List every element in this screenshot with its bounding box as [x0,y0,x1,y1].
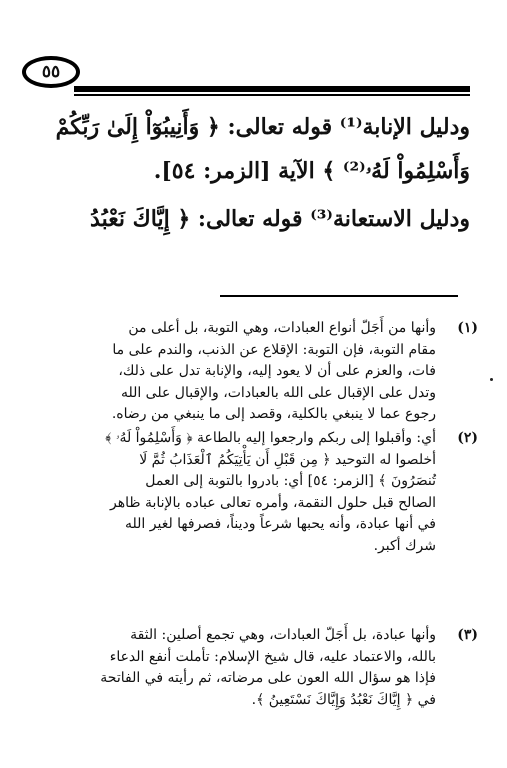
footnote-body [22,428,436,557]
main-line-3: ودليل الاستعانة⁽³⁾ قوله تعالى: ﴿ إِيَّاكَ نَعْبُدُ [90,206,470,232]
footnote-line: مقام التوبة، فإن التوبة: الإقلاع عن الذنب، والندم على ما [112,341,436,358]
header-rule-thin [74,94,470,96]
footnote-line: بالله، والاعتماد عليه، قال شيخ الإسلام: تأملت أنفع الدعاء [109,648,436,665]
footnote-line: شرك أكبر. [373,537,436,554]
footnote-3 [22,625,478,711]
main-line-1: ودليل الإنابة⁽¹⁾ قوله تعالى: ﴿ وَأَنِيبُوٓاْ إِلَىٰ رَبِّكُمْ [55,114,470,140]
page-number: ٥٥ [22,56,80,88]
footnote-line: رجوع عما لا ينبغي بالكلية، وقصد إلى ما ينبغي من رضاه. [111,406,436,422]
footnote-line: أخلصوا له التوحيد ﴿ مِن قَبْلِ أَن يَأْتِيَكُمُ ٱلْعَذَابُ ثُمَّ لَا [139,451,436,468]
main-line-2: وَأَسْلِمُواْ لَهُۥ⁽²⁾ ﴾ الآية [الزمر: ٥٤]. [153,158,470,184]
footnote-body [22,318,436,426]
footnote-line: وأنها من أَجَلّ أنواع العبادات، وهي التوبة، بل أعلى من [128,320,436,336]
header-rule-thick [74,86,470,92]
footnote-number: (٣) [457,627,478,643]
footnote-line: في ﴿ إِيَّاكَ نَعْبُدُ وَإِيَّاكَ نَسْتَعِينُ ﴾. [251,691,436,708]
main-text [22,112,470,234]
page-header [14,50,470,96]
footnote-2 [22,428,478,557]
footnote-body [22,625,436,711]
footnote-line: الصالح قبل حلول النقمة، وأمره تعالى عباده بالإنابة ظاهر [110,494,436,511]
footnote-number: (١) [457,320,478,336]
margin-mark [490,378,493,381]
footnote-line: تُنصَرُونَ ﴾ [الزمر: ٥٤] أي: بادروا بالتوبة إلى العمل [145,473,436,489]
footnote-number: (٢) [457,430,478,446]
footnote-line: وأنها عبادة، بل أَجَلّ العبادات، وهي تجمع أصلين: الثقة [130,627,436,643]
footnote-line: في أنها عبادة، وأنه يحبها شرعاً وديناً، فصرفها لغير الله [125,516,436,532]
footnote-line: فات، والعزم على أن لا يعود إليه، والإنابة تدل على ذلك، [118,363,436,379]
footnote-line: أي: وأقبلوا إلى ربكم وارجعوا إليه بالطاعة ﴿ وَأَسْلِمُواْ لَهُۥ ﴾ [105,430,436,446]
footnote-line: فإذا هو سؤال الله العون على مرضاته، ثم رأيته في الفاتحة [100,670,436,686]
footnote-line: وتدل على الإقبال على الله بالعبادات، والإقبال على الله [120,384,436,401]
footnote-separator [220,295,458,297]
footnote-1 [22,318,478,426]
